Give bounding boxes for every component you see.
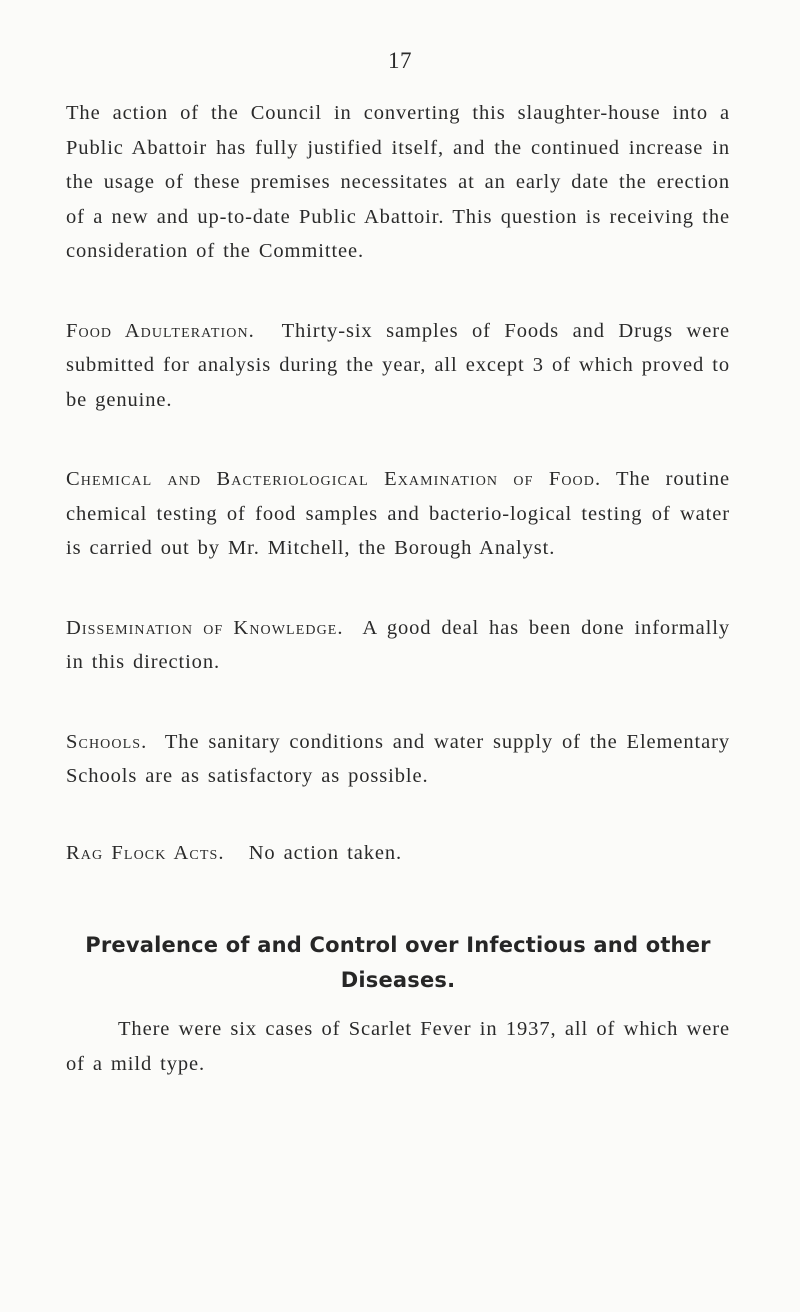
schools-paragraph [66,725,730,794]
food-adulteration-text: Thirty-six samples of Foods and Drugs were submitted for analysis during the year, all except 3 of which proved to be genuine. [66,319,730,411]
chemical-examination-heading: Chemical and Bacteriological Examination of Food. [66,468,602,490]
chemical-examination-paragraph [66,462,730,566]
dissemination-paragraph [66,611,730,680]
page-number: 17 [388,48,412,73]
scarlet-fever-paragraph: There were six cases of Scarlet Fever in 1937, all of which were of a mild type. [66,1018,730,1075]
schools-text: The sanitary conditions and water supply of the Elementary Schools are as satisfactory as possible. [66,730,731,787]
food-adulteration-paragraph [66,314,730,418]
food-adulteration-heading: Food Adulteration. [66,319,255,342]
dissemination-text: A good deal has been done informally in this direction. [66,616,730,673]
schools-heading: Schools. [66,730,148,753]
rag-flock-heading: Rag Flock Acts. [66,841,225,864]
rag-flock-text: No action taken. [248,841,403,864]
abattoir-paragraph: The action of the Council in converting this slaughter-house into a Public Abattoir has fully justified itself, and the continued increase in the usage of these premises necessitates at an early date the erection of a new and up-to-date Public Abattoir. This question is receiving the consideration of the Committee. [66,102,730,262]
section-heading: Prevalence of and Control over Infectious and other Diseases. [85,933,711,992]
rag-flock-paragraph [66,836,730,871]
dissemination-heading: Dissemination of Knowledge. [66,616,344,639]
chemical-examination-text: The routine chemical testing of food samples and bacterio-logical testing of water is carried out by Mr. Mitchell, the Borough Analyst. [66,468,730,559]
